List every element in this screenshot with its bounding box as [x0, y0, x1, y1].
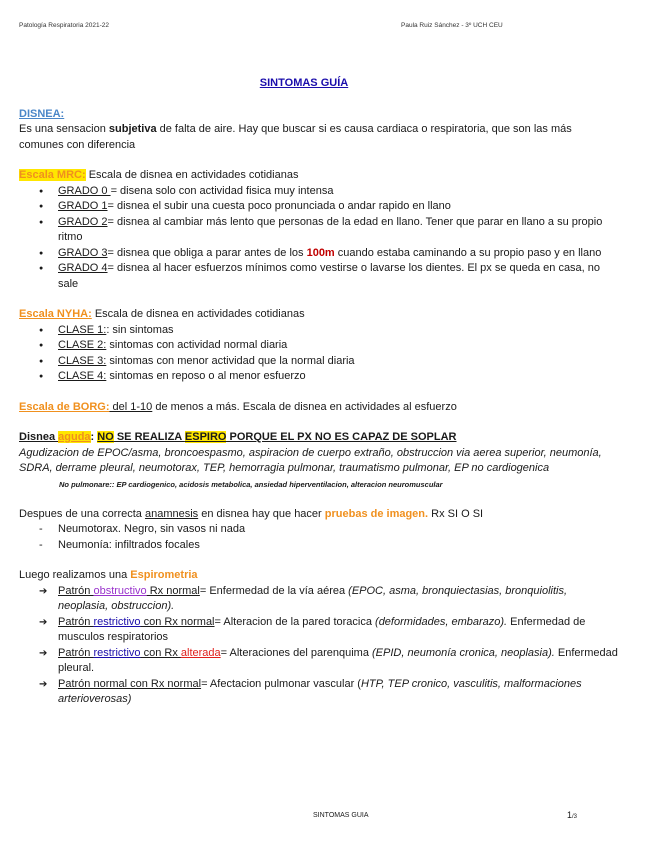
page-number: 1/3 — [567, 810, 578, 820]
list-item: ➔ Patrón restrictivo con Rx normal= Alteracion de la pared toracica (deformidades, embarazo). Enfermedad de musculos respiratorios — [19, 615, 619, 646]
mrc-scale: Escala MRC: Escala de disnea en actividades cotidianas — [19, 169, 299, 181]
list-item: ● CLASE 1:: sin sintomas — [19, 323, 619, 339]
list-item: ● GRADO 1= disnea el subir una cuesta poco pronunciada o andar rapido en llano — [19, 199, 619, 215]
borg-scale: Escala de BORG: del 1-10 de menos a más. Escala de disnea en actividades al esfuerzo — [19, 400, 457, 413]
espirometria-paragraph: Luego realizamos una Espirometria — [19, 569, 198, 581]
aguda-causes: Agudizacion de EPOC/asma, broncoespasmo, aspiracion de cuerpo extraño, obstruccion via aerea superior, neumonía, SDRA, derrame pleural, neumotorax, TEP, hemorragia pulmonar, traumatismo pulmonar, EP no cardiogenica — [19, 446, 602, 474]
list-item: ● CLASE 4: sintomas en reposo o al menor esfuerzo — [19, 369, 619, 385]
document-body — [19, 76, 619, 708]
list-item: ● GRADO 3= disnea que obliga a parar antes de los 100m cuando estaba caminando a su propio paso y en llano — [19, 246, 619, 262]
list-item: ● GRADO 2= disnea al cambiar más lento que personas de la edad en llano. Tener que parar en llano a su propio ritmo — [19, 215, 619, 246]
list-item: ➔ Patrón restrictivo con Rx alterada= Alteraciones del parenquima (EPID, neumonía cronica, neoplasia). Enfermedad pleural. — [19, 646, 619, 677]
anamnesis-paragraph: Despues de una correcta anamnesis en disnea hay que hacer pruebas de imagen. Rx SI O SI — [19, 507, 484, 520]
list-item: ● CLASE 3: sintomas con menor actividad que la normal diaria — [19, 354, 619, 370]
disnea-heading: DISNEA: — [19, 107, 65, 120]
no-pulmonary-causes: No pulmonare:: EP cardiogenico, acidosis metabolica, ansiedad hiperventilacion, alteracion neuromuscular — [59, 479, 443, 489]
header-left: Patología Respiratoria 2021-22 — [19, 22, 109, 29]
list-item: - Neumotorax. Negro, sin vasos ni nada — [19, 522, 619, 538]
footer-title: SINTOMAS GUIA — [313, 812, 369, 819]
header-right: Paula Ruiz Sánchez - 3º UCH CEU — [401, 22, 503, 29]
list-item: ● GRADO 4= disnea al hacer esfuerzos mínimos como vestirse o lavarse los dientes. El px se queda en casa, no sale — [19, 261, 619, 292]
list-item: ● CLASE 2: sintomas con actividad normal diaria — [19, 338, 619, 354]
nyha-scale: Escala NYHA: Escala de disnea en actividades cotidianas — [19, 308, 305, 320]
list-item: ➔ Patrón obstructivo Rx normal= Enfermedad de la vía aérea (EPOC, asma, bronquiectasias, bronquiolitis, neoplasia, obstruccion). — [19, 584, 619, 615]
mrc-list — [19, 184, 619, 293]
disnea-aguda-heading: Disnea aguda: NO SE REALIZA ESPIRO PORQUE EL PX NO ES CAPAZ DE SOPLAR — [19, 431, 457, 443]
disnea-paragraph: Es una sensacion subjetiva de falta de aire. Hay que buscar si es causa cardiaca o respiratoria, que son las más comunes con diferencia — [19, 123, 572, 151]
nyha-list — [19, 323, 619, 385]
page-title: SINTOMAS GUÍA — [259, 77, 349, 89]
list-item: ● GRADO 0 = disena solo con actividad fisica muy intensa — [19, 184, 619, 200]
list-item: - Neumonía: infiltrados focales — [19, 538, 619, 554]
rx-list — [19, 522, 619, 553]
list-item: ➔ Patrón normal con Rx normal= Afectacion pulmonar vascular (HTP, TEP cronico, vasculitis, malformaciones arterioverosas) — [19, 677, 619, 708]
espiro-list — [19, 584, 619, 708]
